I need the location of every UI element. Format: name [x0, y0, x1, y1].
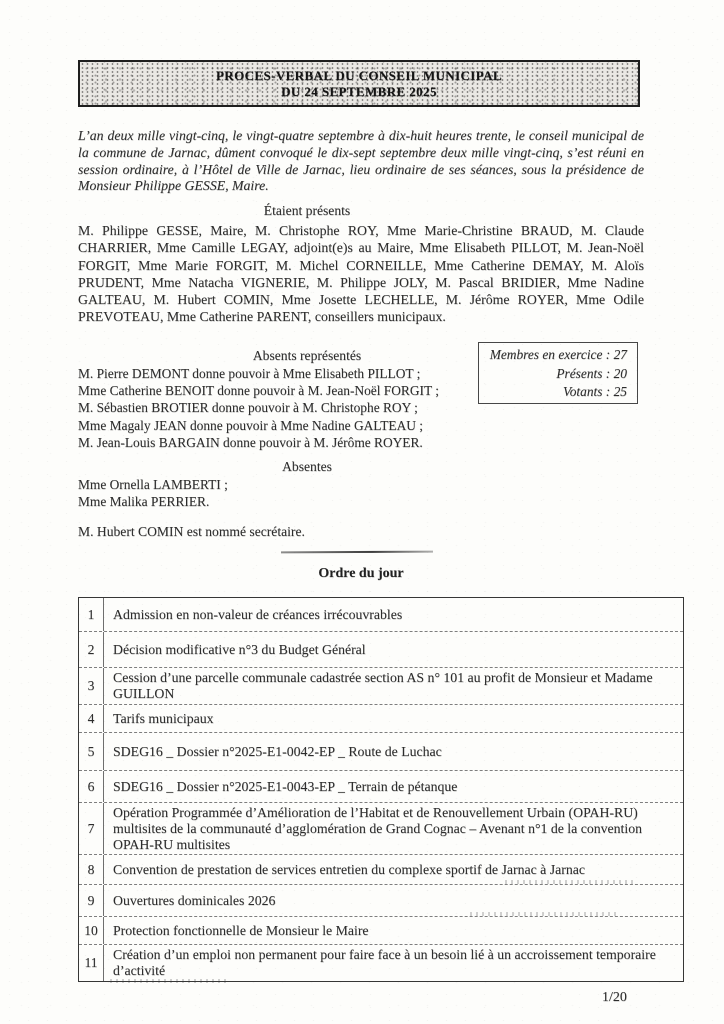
- absent-represente-item: M. Sébastien BROTIER donne pouvoir à M. Christophe ROY ;: [78, 400, 418, 416]
- absent-represente-item: Mme Magaly JEAN donne pouvoir à Mme Nadine GALTEAU ;: [78, 417, 423, 433]
- absents-representes-list: [78, 365, 498, 451]
- agenda-row-label: Convention de prestation de services entretien du complexe sportif de Jarnac à Jarnac: [113, 861, 585, 877]
- secretary-note: M. Hubert COMIN est nommé secrétaire.: [78, 524, 305, 539]
- agenda-row-number: 7: [79, 803, 104, 854]
- agenda-row-number: 11: [79, 945, 104, 981]
- agenda-row-number: 5: [79, 733, 104, 770]
- agenda-row-label: Création d’un emploi non permanent pour faire face à un besoin lié à un accroissement temporaire d’activité: [113, 947, 656, 978]
- members-in-office-count: Membres en exercice : 27: [489, 347, 627, 362]
- agenda-row-number: 4: [79, 705, 104, 732]
- agenda-row: [79, 855, 683, 885]
- agenda-row-label: Ouvertures dominicales 2026: [113, 892, 276, 908]
- agenda-row: [79, 917, 683, 945]
- heading-absentes: Absentes: [282, 459, 332, 474]
- agenda-row-number: 2: [79, 632, 104, 667]
- agenda-row-number: 8: [79, 855, 104, 884]
- agenda-row-label: Opération Programmée d’Amélioration de l’Habitat et de Renouvellement Urbain (OPAH-RU) multisites de la communauté d’agglomération de Grand Cognac – Avenant n°1 de la convention OPAH-RU multisites: [113, 804, 643, 852]
- agenda-row-label: Cession d’une parcelle communale cadastrée section AS n° 101 au profit de Monsieur et Madame GUILLON: [113, 670, 653, 701]
- agenda-title: Ordre du jour: [318, 566, 404, 581]
- agenda-row: [79, 945, 683, 981]
- header-title-line2: DU 24 SEPTEMBRE 2025: [281, 83, 437, 99]
- agenda-row-number: 9: [79, 885, 104, 916]
- agenda-row: [79, 803, 683, 855]
- agenda-row: [79, 733, 683, 771]
- agenda-row-label: Admission en non-valeur de créances irrécouvrables: [113, 606, 403, 622]
- agenda-row-number: 6: [79, 771, 104, 802]
- agenda-row-number: 10: [79, 917, 104, 944]
- agenda-row-label: SDEG16 _ Dossier n°2025-E1-0042-EP _ Route de Luchac: [113, 743, 442, 759]
- agenda-row-label: Protection fonctionnelle de Monsieur le Maire: [113, 922, 369, 938]
- presents-count: Présents : 20: [556, 365, 627, 381]
- agenda-row: [79, 598, 683, 632]
- members-count-box: [478, 342, 638, 404]
- heading-absents-representes: Absents représentés: [252, 348, 362, 363]
- absente-item: Mme Malika PERRIER.: [78, 494, 210, 510]
- header-banner: [78, 60, 640, 107]
- absent-represente-item: M. Jean-Louis BARGAIN donne pouvoir à M. Jérôme ROYER.: [78, 434, 423, 450]
- scan-artifact-line: [281, 551, 433, 554]
- absent-represente-item: M. Pierre DEMONT donne pouvoir à Mme Elisabeth PILLOT ;: [78, 366, 421, 381]
- absent-represente-item: Mme Catherine BENOIT donne pouvoir à M. Jean-Noël FORGIT ;: [78, 383, 439, 399]
- agenda-row-number: 1: [79, 598, 104, 631]
- agenda-row-label: SDEG16 _ Dossier n°2025-E1-0043-EP _ Terrain de pétanque: [113, 778, 458, 794]
- absentes-list: [78, 476, 498, 510]
- agenda-row: [79, 885, 683, 917]
- agenda-table: [78, 597, 684, 982]
- page-number: 1/20: [602, 990, 627, 1005]
- presents-paragraph: M. Philippe GESSE, Maire, M. Christophe ROY, Mme Marie-Christine BRAUD, M. Claude CHARRIER, Mme Camille LEGAY, adjoint(e)s au Maire, Mme Elisabeth PILLOT, M. Jean-Noël FORGIT, Mme Marie FORGIT, M. Michel CORNEILLE, Mme Catherine DEMAY, M. Aloïs PRUDENT, Mme Natacha VIGNERIE, M. Philippe JOLY, M. Pascal BRIDIER, Mme Nadine GALTEAU, M. Hubert COMIN, Mme Josette LECHELLE, M. Jérôme ROYER, Mme Odile PREVOTEAU, Mme Catherine PARENT, conseillers municipaux.: [78, 223, 644, 325]
- absente-item: Mme Ornella LAMBERTI ;: [78, 477, 228, 492]
- header-title-line1: PROCES-VERBAL DU CONSEIL MUNICIPAL: [215, 67, 503, 83]
- heading-etaient-presents: Étaient présents: [263, 203, 351, 218]
- agenda-row: [79, 771, 683, 803]
- agenda-row-label: Tarifs municipaux: [113, 710, 214, 726]
- agenda-row-number: 3: [79, 668, 104, 704]
- agenda-row: [79, 632, 683, 668]
- agenda-row: [79, 705, 683, 733]
- intro-paragraph: L’an deux mille vingt-cinq, le vingt-quatre septembre à dix-huit heures trente, le conseil municipal de la commune de Jarnac, dûment convoqué le dix-sept septembre deux mille vingt-cinq, s’est réuni en session ordinaire, à l’Hôtel de Ville de Jarnac, lieu ordinaire de ses séances, sous la présidence de Monsieur Philippe GESSE, Maire.: [78, 128, 644, 194]
- agenda-row: [79, 668, 683, 705]
- agenda-row-label: Décision modificative n°3 du Budget Général: [113, 641, 366, 657]
- voters-count: Votants : 25: [563, 384, 627, 400]
